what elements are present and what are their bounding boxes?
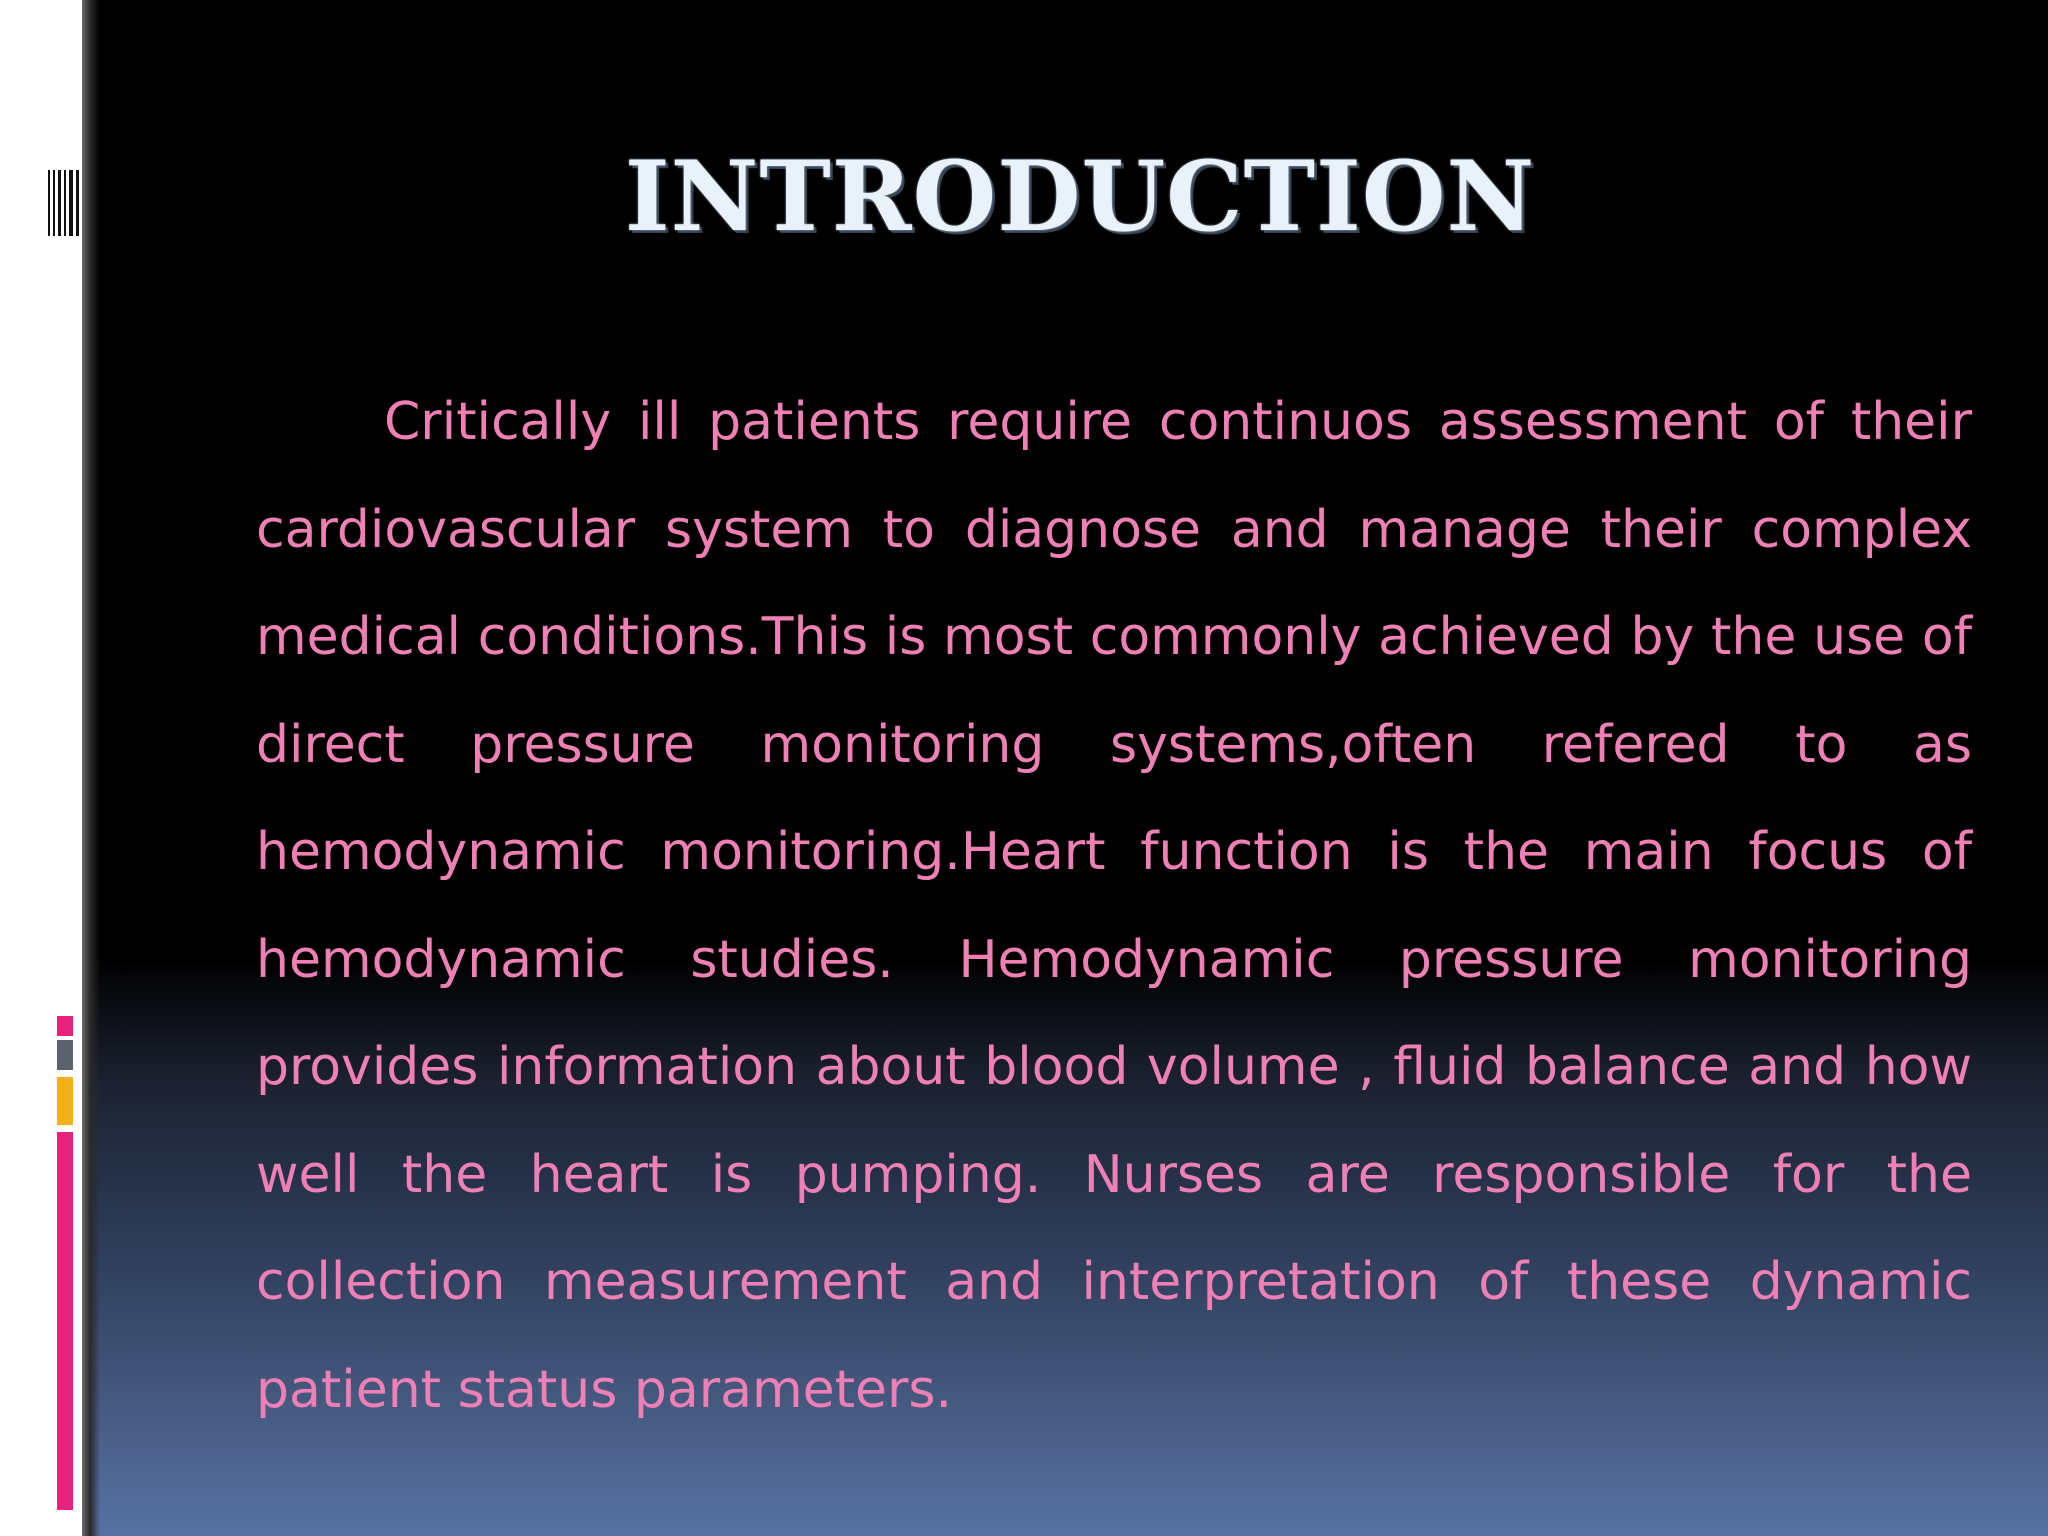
slide-title: INTRODUCTION: [624, 140, 1536, 253]
slide-body-paragraph: Critically ill patients require continuos assessment of their cardiovascular system to diagnose and manage their complex medical conditions.This is most commonly achieved by the use of direct pressure monitoring systems,often refered to as hemodynamic monitoring.Heart function is the main focus of hemodynamic studies. Hemodynamic pressure monitoring provides information about blood volume , fluid balance and how well the heart is pumping. Nurses are responsible for the collection measurement and interpretation of these dynamic patient status parameters.: [256, 392, 1972, 1420]
accent-bar-gray: [57, 1040, 73, 1070]
barcode-stripes-decoration: [48, 170, 80, 236]
accent-bar-pink-top: [57, 1016, 73, 1036]
accent-bar-orange: [57, 1077, 73, 1125]
accent-bar-pink-long: [57, 1132, 73, 1510]
left-panel-shadow: [82, 0, 100, 1536]
